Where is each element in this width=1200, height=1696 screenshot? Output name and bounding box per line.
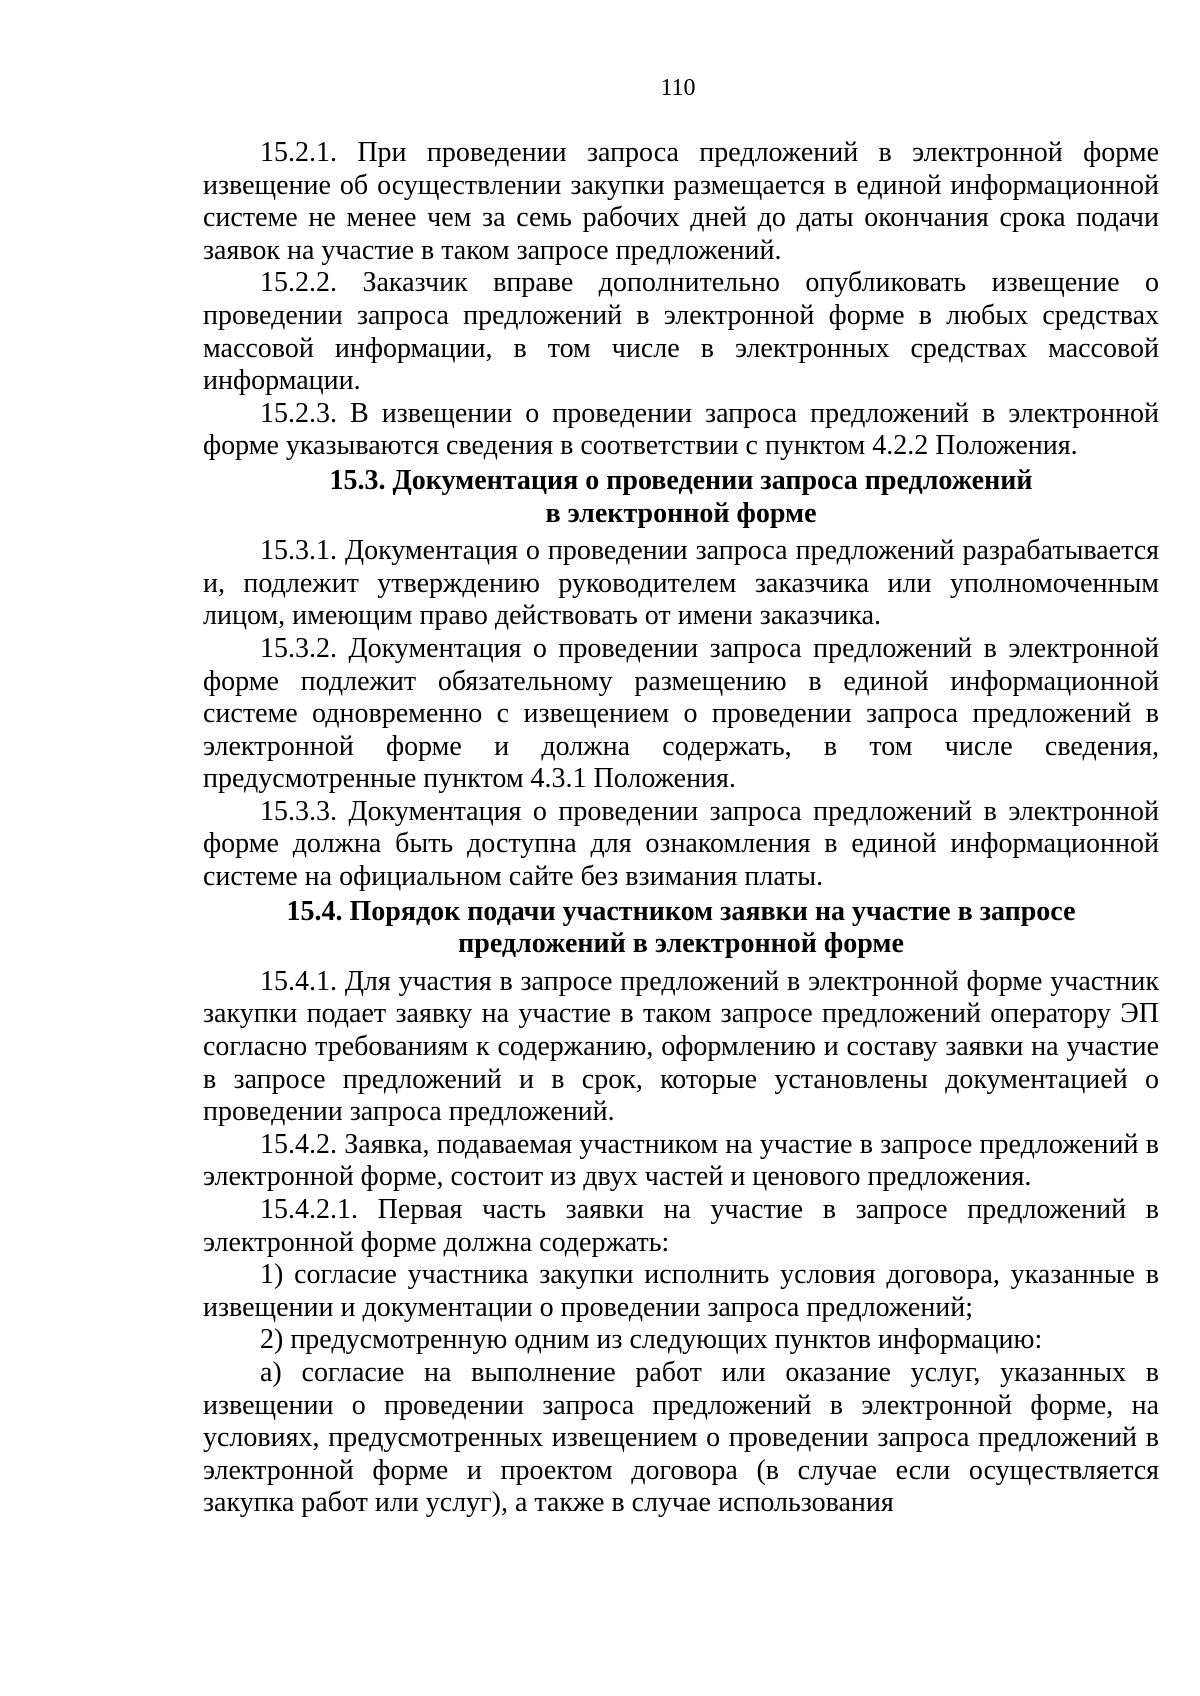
paragraph-15-3-1: 15.3.1. Документация о проведении запроса предложений разрабатывается и, подлежит утверждению руководителем заказчика или уполномоченным лицом, имеющим право действовать от имени заказчика. [203,535,1159,632]
paragraph-15-4-2: 15.4.2. Заявка, подаваемая участником на участие в запросе предложений в электронной форме, состоит из двух частей и ценового предложения. [203,1128,1159,1193]
page-number: 110 [660,75,696,101]
paragraph-15-2-3: 15.2.3. В извещении о проведении запроса предложений в электронной форме указываются сведения в соответствии с пунктом 4.2.2 Положения. [203,397,1159,462]
paragraph-15-4-1: 15.4.1. Для участия в запросе предложений в электронной форме участник закупки подает заявку на участие в таком запросе предложений оператору ЭП согласно требованиям к содержанию, оформлению и составу заявки на участие в запросе предложений и в срок, которые установлены документацией о проведении запроса предложений. [203,965,1159,1128]
paragraph-15-3-2: 15.3.2. Документация о проведении запроса предложений в электронной форме подлежит обязательному размещению в единой информационной системе одновременно с извещением о проведении запроса предложений в электронной форме и должна содержать, в том числе сведения, предусмотренные пунктом 4.3.1 Положения. [203,632,1159,795]
paragraph-15-2-2: 15.2.2. Заказчик вправе дополнительно опубликовать извещение о проведении запроса предложений в электронной форме в любых средствах массовой информации, в том числе в электронных средствах массовой информации. [203,267,1159,397]
paragraph-15-4-2-1: 15.4.2.1. Первая часть заявки на участие в запросе предложений в электронной форме должна содержать: [203,1194,1159,1258]
paragraph-item-1: 1) согласие участника закупки исполнить условия договора, указанные в извещении и документации о проведении запроса предложений; [203,1259,1159,1323]
paragraph-15-3-3: 15.3.3. Документация о проведении запроса предложений в электронной форме должна быть доступна для ознакомления в единой информационной системе на официальном сайте без взимания платы. [203,795,1159,893]
heading-15-4 [203,896,1159,961]
heading-15-4-line: предложений в электронной форме [458,928,904,960]
heading-15-4-line: 15.4. Порядок подачи участником заявки на участие в запросе [286,895,1076,927]
heading-15-3-line: 15.3. Документация о проведении запроса предложений [329,464,1033,496]
document-body [203,137,1159,1520]
paragraph-item-2: 2) предусмотренную одним из следующих пунктов информацию: [260,1324,1043,1356]
paragraph-15-2-1: 15.2.1. При проведении запроса предложений в электронной форме извещение об осуществлении закупки размещается в единой информационной системе не менее чем за семь рабочих дней до даты окончания срока подачи заявок на участие в таком запросе предложений. [203,137,1159,266]
heading-15-3 [203,465,1159,530]
heading-15-3-line: в электронной форме [545,497,817,529]
paragraph-item-a: а) согласие на выполнение работ или оказание услуг, указанных в извещении о проведении запроса предложений в электронной форме, на условиях, предусмотренных извещением о проведении запроса предложений в электронной форме и проектом договора (в случае если осуществляется закупка работ или услуг), а также в случае использования [203,1356,1159,1519]
